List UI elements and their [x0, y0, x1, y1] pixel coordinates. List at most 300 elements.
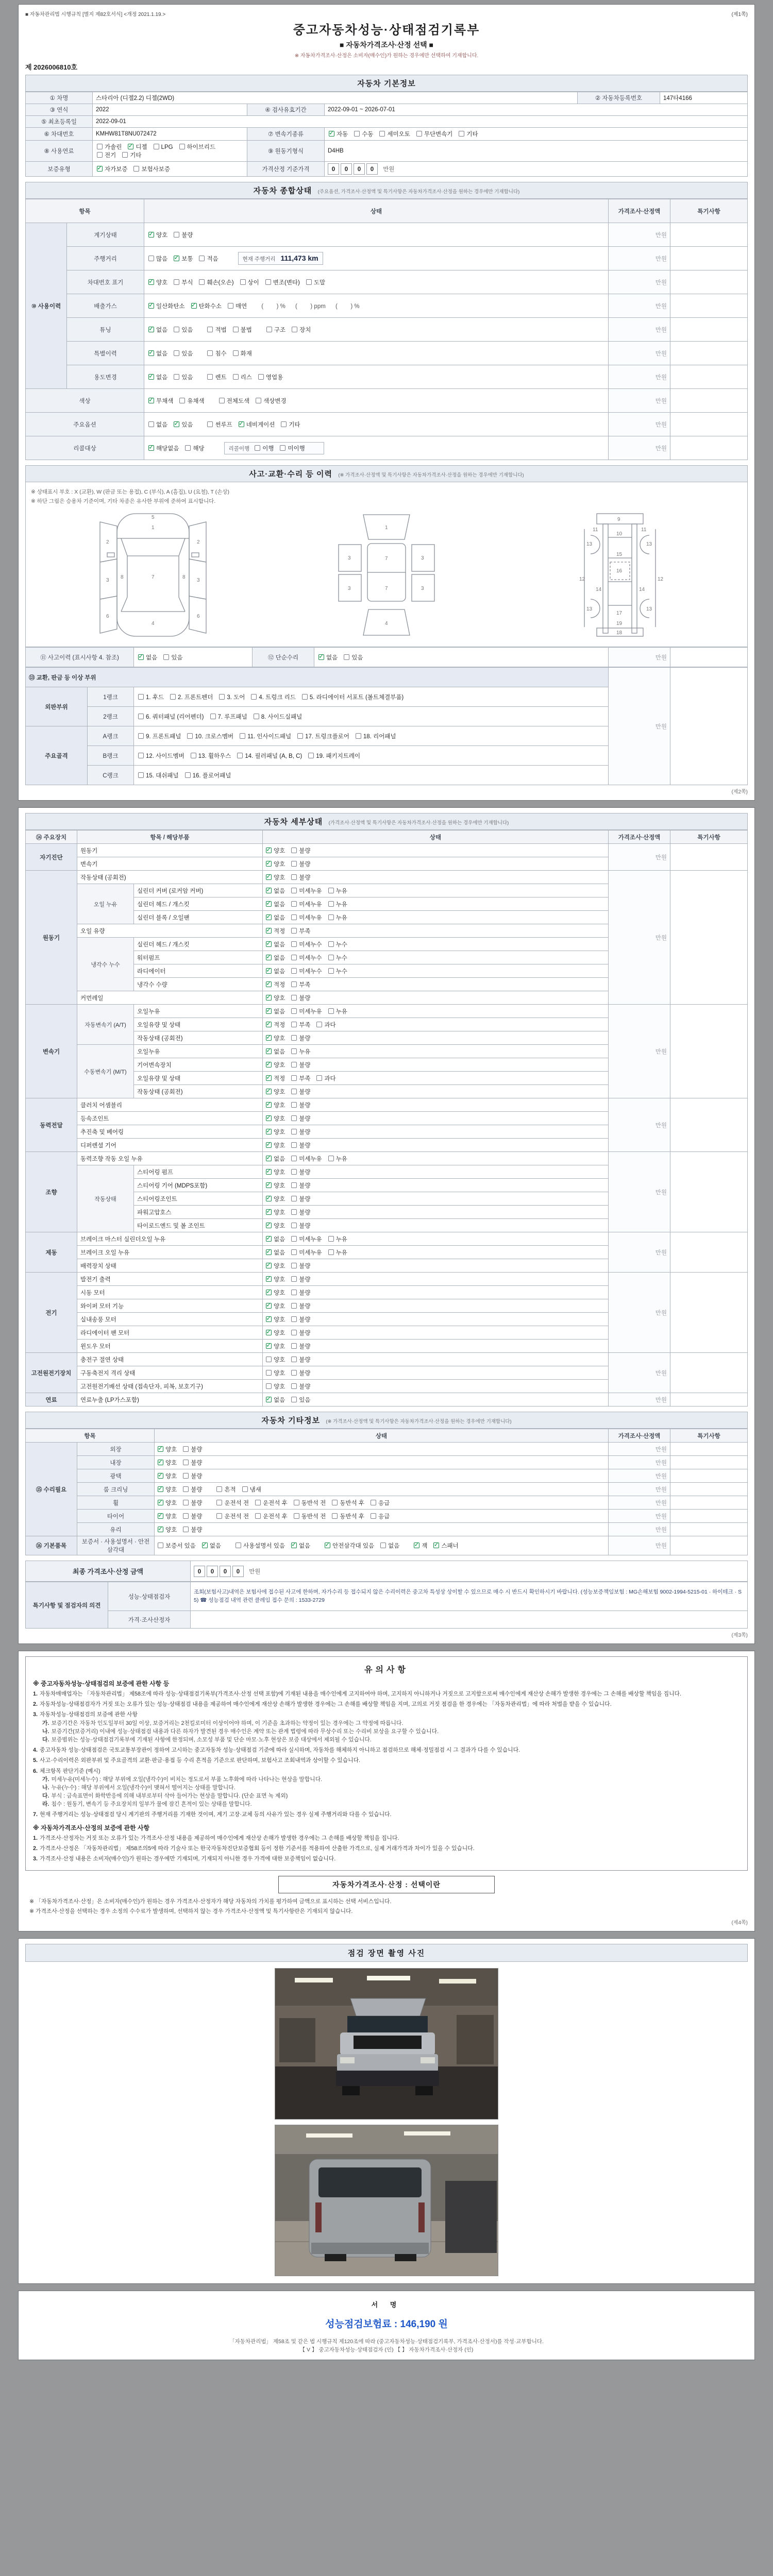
checkbox-option[interactable]: [291, 1248, 322, 1257]
checkbox-option[interactable]: [266, 1275, 285, 1283]
checkbox-option[interactable]: [174, 349, 193, 358]
checkbox-option[interactable]: [266, 846, 285, 855]
checkbox-option[interactable]: [239, 420, 275, 429]
checkbox-option[interactable]: [371, 1499, 390, 1507]
detail-item-label: 작동상태 (공회전): [77, 871, 263, 884]
checkbox-option[interactable]: [216, 1499, 249, 1507]
checkbox-option[interactable]: [174, 255, 193, 263]
checkbox-option[interactable]: [148, 278, 167, 286]
checkbox-option[interactable]: [291, 1382, 310, 1391]
detail-row: [26, 1232, 748, 1246]
checkbox-option[interactable]: [219, 397, 249, 405]
checkbox-option[interactable]: [291, 1101, 310, 1109]
checkbox-option[interactable]: [138, 713, 204, 721]
checkbox-option[interactable]: [266, 1235, 285, 1243]
checkbox-option[interactable]: [138, 693, 164, 701]
checkbox-option[interactable]: [291, 1355, 310, 1364]
checkbox-option[interactable]: [191, 302, 222, 310]
checkbox-option[interactable]: [356, 732, 396, 740]
checked-checkbox-icon: [148, 327, 154, 332]
checkbox-option-label: 부족: [299, 928, 311, 935]
checkbox-option[interactable]: [371, 1512, 390, 1520]
checkbox-option[interactable]: [266, 1021, 285, 1029]
checkbox-option[interactable]: [266, 967, 285, 975]
checkbox-option[interactable]: [199, 278, 233, 286]
checkbox-option[interactable]: [291, 967, 322, 975]
empty-checkbox-icon: [371, 1500, 376, 1505]
detail-item-label: 윈도우 모터: [77, 1340, 263, 1353]
checkbox-option[interactable]: [291, 940, 322, 948]
checkbox-option[interactable]: [154, 144, 173, 150]
checkbox-option[interactable]: [163, 653, 182, 662]
checkbox-option[interactable]: [316, 1021, 335, 1029]
checkbox-option[interactable]: [202, 1541, 221, 1550]
checkbox-option-label: 양호: [165, 1486, 177, 1493]
remark-cell: [670, 1469, 748, 1483]
checked-checkbox-icon: [266, 848, 272, 853]
checkbox-option[interactable]: [328, 900, 347, 908]
checkbox-option[interactable]: [265, 278, 300, 286]
empty-checkbox-icon: [291, 1062, 297, 1067]
checkbox-option[interactable]: [266, 1329, 285, 1337]
svg-text:13: 13: [646, 541, 652, 547]
detail-state-cell: [263, 1206, 609, 1219]
checkbox-option[interactable]: [328, 940, 347, 948]
checkbox-option[interactable]: [291, 1222, 310, 1230]
detail-item-label: 오일유량 및 상태: [134, 1072, 263, 1085]
checkbox-option[interactable]: [97, 151, 116, 159]
checkbox-option[interactable]: [291, 1047, 310, 1056]
checkbox-option[interactable]: [187, 732, 233, 740]
checkbox-option[interactable]: [328, 1235, 347, 1243]
checkbox-option[interactable]: [133, 165, 170, 173]
checked-checkbox-icon: [148, 398, 154, 403]
checkbox-option[interactable]: [174, 373, 193, 381]
checkbox-option[interactable]: [266, 980, 285, 989]
checkbox-option[interactable]: [266, 954, 285, 962]
sheet-4: [18, 1938, 755, 2284]
checkbox-option[interactable]: [179, 397, 204, 405]
checkbox-option-label: 불량: [299, 1209, 311, 1216]
checkbox-option[interactable]: [148, 326, 167, 334]
empty-checkbox-icon: [280, 445, 285, 451]
checkbox-option-label: 기타: [466, 131, 478, 138]
checkbox-option[interactable]: [416, 130, 453, 138]
checkbox-option[interactable]: [242, 1485, 261, 1494]
checkbox-option[interactable]: [183, 1445, 202, 1453]
checkbox-option[interactable]: [329, 130, 348, 138]
checkbox-option[interactable]: [255, 1512, 288, 1520]
checkbox-option[interactable]: [266, 1355, 285, 1364]
checkbox-option[interactable]: [266, 1101, 285, 1109]
checkbox-option[interactable]: [266, 1208, 285, 1216]
checkbox-option[interactable]: [266, 1007, 285, 1015]
checkbox-option[interactable]: [240, 278, 259, 286]
checkbox-option[interactable]: [138, 771, 179, 779]
checkbox-option[interactable]: [174, 326, 193, 334]
checkbox-option[interactable]: [207, 420, 232, 429]
notice-item: 2. 자동차성능·상태점검자가 거짓 또는 오류가 있는 성능·상태점검 내용을 제공하여 매수인에게 재산상 손해가 발생한 경우에는 그 손해를 배상할 책임을 지며, 고의로 거짓 점검을 한 경우에는 「자동차관리법」에 따라 처벌을 받을 수 있습니다.: [33, 1701, 612, 1708]
checkbox-option[interactable]: [433, 1541, 458, 1550]
checkbox-option[interactable]: [266, 1262, 285, 1270]
empty-checkbox-icon: [291, 1089, 297, 1094]
model-year-label: ③ 연식: [26, 104, 93, 116]
checkbox-option[interactable]: [266, 1382, 285, 1391]
empty-checkbox-icon: [158, 1543, 163, 1548]
checkbox-option-label: 양호: [274, 1343, 285, 1350]
checkbox-option-label: 15. 대쉬패널: [146, 772, 179, 779]
checkbox-option[interactable]: [328, 1155, 347, 1163]
checkbox-option[interactable]: [174, 278, 193, 286]
checkbox-option[interactable]: [325, 1541, 374, 1550]
checkbox-option[interactable]: [174, 231, 193, 239]
checkbox-option[interactable]: [207, 326, 226, 334]
checkbox-option[interactable]: [291, 860, 310, 868]
checkbox-option[interactable]: [210, 713, 247, 721]
checkbox-option[interactable]: [183, 1499, 202, 1507]
checkbox-option[interactable]: [294, 1499, 326, 1507]
checkbox-option[interactable]: [266, 1396, 285, 1404]
checkbox-option-label: 없음: [156, 327, 168, 333]
overall-col-remark: 특기사항: [670, 199, 748, 223]
checkbox-option[interactable]: [183, 1459, 202, 1467]
checkbox-option[interactable]: [183, 1526, 202, 1534]
checkbox-option-label: 양호: [274, 874, 285, 881]
checkbox-option[interactable]: [191, 752, 231, 760]
checkbox-option[interactable]: [148, 397, 173, 405]
checkbox-option[interactable]: [266, 1315, 285, 1324]
checkbox-option[interactable]: [255, 444, 274, 452]
checkbox-option-label: 있음: [171, 654, 183, 661]
checkbox-option[interactable]: [199, 255, 218, 263]
checkbox-option-label: 양호: [274, 1383, 285, 1390]
checkbox-option[interactable]: [266, 994, 285, 1002]
checkbox-option[interactable]: [128, 143, 147, 151]
checkbox-option[interactable]: [328, 954, 347, 962]
checkbox-option[interactable]: [266, 940, 285, 948]
checkbox-option[interactable]: [148, 231, 167, 239]
checkbox-option-label: 부족: [299, 1022, 311, 1028]
checkbox-option[interactable]: [148, 373, 167, 381]
checkbox-option[interactable]: [266, 887, 285, 895]
checkbox-option[interactable]: [332, 1499, 364, 1507]
checkbox-option-label: 불량: [299, 1062, 311, 1069]
checkbox-option[interactable]: [158, 1541, 196, 1550]
detail-item-label: 연료누출 (LP가스포함): [77, 1393, 263, 1406]
empty-checkbox-icon: [183, 1473, 189, 1479]
checkbox-option[interactable]: [138, 653, 157, 662]
checkbox-option[interactable]: [148, 255, 167, 263]
checkbox-option-label: 과다: [324, 1022, 336, 1028]
empty-checkbox-icon: [291, 1142, 297, 1148]
detail-state-cell: [263, 1139, 609, 1152]
empty-checkbox-icon: [174, 350, 179, 356]
checkbox-option[interactable]: [266, 1141, 285, 1149]
checkbox-option[interactable]: [459, 130, 478, 138]
checkbox-option[interactable]: [185, 771, 231, 779]
checkbox-option[interactable]: [228, 302, 247, 310]
checkbox-option[interactable]: [233, 326, 252, 334]
checkbox-option[interactable]: [291, 994, 310, 1002]
price-cell: 만원: [609, 871, 670, 1005]
checked-checkbox-icon: [266, 1089, 272, 1094]
checkbox-option[interactable]: [183, 1512, 202, 1520]
device-group-label: 동력전달: [26, 1098, 77, 1152]
checkbox-option[interactable]: [379, 130, 410, 138]
etc-item-label: 유리: [77, 1523, 155, 1536]
checkbox-option[interactable]: [291, 1074, 310, 1082]
checkbox-option-label: 양호: [156, 232, 168, 239]
checkbox-option[interactable]: [291, 1541, 310, 1550]
checkbox-option[interactable]: [185, 444, 204, 452]
checkbox-option[interactable]: [240, 732, 291, 740]
checkbox-option-label: 10. 크로스멤버: [195, 733, 234, 740]
checkbox-option-label: 안전삼각대 있음: [332, 1543, 375, 1549]
checkbox-option-label: 13. 휠하우스: [198, 753, 231, 759]
checkbox-option[interactable]: [291, 1329, 310, 1337]
checkbox-option[interactable]: [254, 713, 302, 721]
checkbox-option-label: 운전석 전: [224, 1513, 249, 1520]
checkbox-option[interactable]: [292, 326, 311, 334]
checkbox-option[interactable]: [148, 420, 167, 429]
checkbox-option[interactable]: [207, 349, 226, 358]
checkbox-option[interactable]: [291, 1315, 310, 1324]
checkbox-option[interactable]: [174, 420, 193, 429]
checkbox-option[interactable]: [291, 1061, 310, 1069]
checkbox-option[interactable]: [251, 693, 296, 701]
remark-cell: [670, 413, 748, 436]
checkbox-option[interactable]: [216, 1485, 236, 1494]
checkbox-option[interactable]: [266, 927, 285, 935]
signature-label: 서 명: [371, 2300, 402, 2309]
empty-checkbox-icon: [291, 1276, 297, 1282]
empty-checkbox-icon: [291, 1048, 297, 1054]
checkbox-option[interactable]: [266, 1034, 285, 1042]
checkbox-option[interactable]: [291, 1289, 310, 1297]
checkbox-option[interactable]: [138, 732, 181, 740]
checkbox-option-label: 불량: [299, 1383, 311, 1390]
checkbox-option[interactable]: [158, 1485, 177, 1494]
checkbox-option[interactable]: [266, 913, 285, 922]
checkbox-option[interactable]: [266, 1088, 285, 1096]
checkbox-option[interactable]: [148, 444, 179, 452]
svg-text:2: 2: [106, 539, 109, 545]
checked-checkbox-icon: [266, 1236, 272, 1242]
empty-checkbox-icon: [291, 1102, 297, 1108]
checkbox-option-label: 양호: [165, 1473, 177, 1480]
checkbox-option[interactable]: [266, 1369, 285, 1377]
checkbox-option[interactable]: [97, 143, 122, 151]
checkbox-option[interactable]: [236, 1541, 285, 1550]
checkbox-option[interactable]: [291, 1396, 310, 1404]
checkbox-option[interactable]: [332, 1512, 364, 1520]
checkbox-option[interactable]: [291, 1302, 310, 1310]
checkbox-option[interactable]: [328, 913, 347, 922]
checkbox-option[interactable]: [255, 1499, 288, 1507]
checkbox-option[interactable]: [170, 693, 213, 701]
detail-state-cell: [263, 1031, 609, 1045]
checkbox-option[interactable]: [291, 900, 322, 908]
checkbox-option[interactable]: [237, 752, 302, 760]
checkbox-option[interactable]: [291, 1114, 310, 1123]
checkbox-option[interactable]: [328, 887, 347, 895]
checkbox-option[interactable]: [291, 927, 310, 935]
checkbox-option[interactable]: [328, 1007, 347, 1015]
checkbox-option[interactable]: [266, 1168, 285, 1176]
checkbox-option[interactable]: [291, 954, 322, 962]
checkbox-option-label: 11. 인사이드패널: [247, 733, 292, 740]
detail-state-cell: [263, 1045, 609, 1058]
first-registration-label: ⑤ 최초등록일: [26, 116, 93, 128]
checkbox-option[interactable]: [266, 1181, 285, 1190]
checkbox-option[interactable]: [219, 693, 245, 701]
checkbox-option[interactable]: [297, 732, 349, 740]
checkbox-option[interactable]: [183, 1472, 202, 1480]
checkbox-option[interactable]: [316, 1074, 335, 1082]
detail-state-cell: [263, 1192, 609, 1206]
checkbox-option[interactable]: [138, 752, 184, 760]
checkbox-option-label: 있음: [181, 374, 193, 381]
checkbox-option[interactable]: [266, 326, 285, 334]
checkbox-option[interactable]: [266, 1289, 285, 1297]
checkbox-option[interactable]: [291, 1342, 310, 1350]
checkbox-option[interactable]: [266, 1155, 285, 1163]
overall-item-label: 배출가스: [67, 294, 144, 318]
checkbox-option[interactable]: [291, 1235, 322, 1243]
checkbox-option[interactable]: [328, 967, 347, 975]
checkbox-option[interactable]: [256, 397, 286, 405]
checkbox-option[interactable]: [306, 278, 325, 286]
checkbox-option[interactable]: [266, 1195, 285, 1203]
svg-text:17: 17: [616, 611, 623, 616]
checkbox-option[interactable]: [158, 1499, 177, 1507]
checkbox-option-label: 가솔린: [105, 144, 122, 150]
checkbox-option-label: 없음: [274, 888, 285, 894]
checkbox-option[interactable]: [266, 900, 285, 908]
checkbox-option[interactable]: [308, 752, 360, 760]
empty-checkbox-icon: [291, 888, 297, 893]
checkbox-option-label: 9. 프론트패널: [146, 733, 181, 740]
checkbox-option[interactable]: [266, 860, 285, 868]
checkbox-option[interactable]: [291, 1141, 310, 1149]
checkbox-option[interactable]: [344, 653, 363, 662]
checkbox-option[interactable]: [291, 1034, 310, 1042]
price-digit-box: 0: [232, 1566, 244, 1577]
checkbox-option-label: 누유: [335, 888, 347, 894]
checkbox-option[interactable]: [266, 1074, 285, 1082]
checkbox-option[interactable]: [354, 130, 373, 138]
checkbox-option[interactable]: [318, 653, 338, 662]
checkbox-option[interactable]: [266, 1047, 285, 1056]
notice-item: 7. 현재 주행거리는 성능·상태점검 당시 계기판의 주행거리를 기재한 것이며, 계기 고장·교체 등의 사유가 있는 경우 실제 주행거리와 다를 수 있습니다.: [33, 1811, 392, 1818]
checkbox-option[interactable]: [266, 1222, 285, 1230]
detail-header: [25, 813, 748, 830]
checkbox-option[interactable]: [291, 1021, 310, 1029]
checked-checkbox-icon: [433, 1543, 439, 1548]
checkbox-option-label: 불량: [299, 1290, 311, 1296]
checkbox-option[interactable]: [158, 1445, 177, 1453]
empty-checkbox-icon: [266, 1383, 272, 1389]
detail-state-cell: [263, 1366, 609, 1380]
checkbox-option[interactable]: [291, 1208, 310, 1216]
checkbox-option[interactable]: [291, 1128, 310, 1136]
checkbox-option[interactable]: [266, 1128, 285, 1136]
checkbox-option[interactable]: [148, 349, 167, 358]
checkbox-option[interactable]: [148, 302, 185, 310]
checkbox-option[interactable]: [158, 1459, 177, 1467]
price-cell: 만원: [609, 1523, 670, 1536]
checkbox-option[interactable]: [294, 1512, 326, 1520]
checkbox-option[interactable]: [266, 1248, 285, 1257]
checkbox-option[interactable]: [291, 1369, 310, 1377]
checkbox-option[interactable]: [328, 1248, 347, 1257]
checkbox-option-label: 불법: [240, 327, 252, 333]
checkbox-option[interactable]: [291, 1262, 310, 1270]
checkbox-option[interactable]: [122, 151, 141, 159]
checkbox-option[interactable]: [291, 1007, 322, 1015]
checkbox-option[interactable]: [291, 1088, 310, 1096]
checkbox-option[interactable]: [207, 373, 226, 381]
checkbox-option[interactable]: [380, 1541, 399, 1550]
checkbox-option[interactable]: [233, 373, 252, 381]
checkbox-option[interactable]: [266, 1302, 285, 1310]
checkbox-option[interactable]: [233, 349, 252, 358]
checkbox-option[interactable]: [291, 1195, 310, 1203]
detail-state-cell: [263, 871, 609, 884]
checkbox-option[interactable]: [281, 420, 300, 429]
detail-item-label: 변속기: [77, 857, 263, 871]
checkbox-option-label: 미세누유: [299, 1008, 322, 1015]
checkbox-option[interactable]: [291, 887, 322, 895]
detail-state-cell: [263, 1353, 609, 1366]
checkbox-option[interactable]: [266, 873, 285, 882]
checkbox-option[interactable]: [291, 1168, 310, 1176]
base-price-label: 가격산정 기준가격: [247, 162, 325, 177]
checkbox-option[interactable]: [291, 846, 310, 855]
checkbox-option[interactable]: [280, 444, 305, 452]
checked-checkbox-icon: [266, 1397, 272, 1402]
checkbox-option[interactable]: [158, 1512, 177, 1520]
overall-state-cell: [144, 294, 609, 318]
checkbox-option[interactable]: [158, 1472, 177, 1480]
checkbox-option[interactable]: [158, 1526, 177, 1534]
sheet-1: [18, 4, 755, 801]
checkbox-option[interactable]: [97, 165, 127, 173]
empty-checkbox-icon: [266, 1370, 272, 1376]
checkbox-option[interactable]: [266, 1342, 285, 1350]
checkbox-option[interactable]: [258, 373, 283, 381]
checkbox-option[interactable]: [179, 143, 216, 151]
detail-table: [25, 830, 748, 1406]
checkbox-option[interactable]: [291, 1155, 322, 1163]
accident-note: (※ 가격조사·산정액 및 특기사항은 자동차가격조사·산정을 원하는 경우에만 기재합니다): [338, 472, 524, 478]
empty-checkbox-icon: [297, 733, 303, 739]
extra-field: [224, 442, 324, 454]
checkbox-option[interactable]: [291, 980, 310, 989]
checkbox-option-label: 운전석 후: [263, 1500, 288, 1506]
checkbox-option[interactable]: [266, 1061, 285, 1069]
checkbox-option[interactable]: [183, 1485, 202, 1494]
checkbox-option[interactable]: [291, 1275, 310, 1283]
checkbox-option[interactable]: [216, 1512, 249, 1520]
checkbox-option[interactable]: [414, 1541, 427, 1550]
checkbox-option[interactable]: [291, 873, 310, 882]
checkbox-option[interactable]: [291, 1181, 310, 1190]
checkbox-option[interactable]: [266, 1114, 285, 1123]
device-subgroup-label: 자동변속기 (A/T): [77, 1005, 134, 1045]
checkbox-option[interactable]: [302, 693, 404, 701]
checkbox-option[interactable]: [291, 913, 322, 922]
